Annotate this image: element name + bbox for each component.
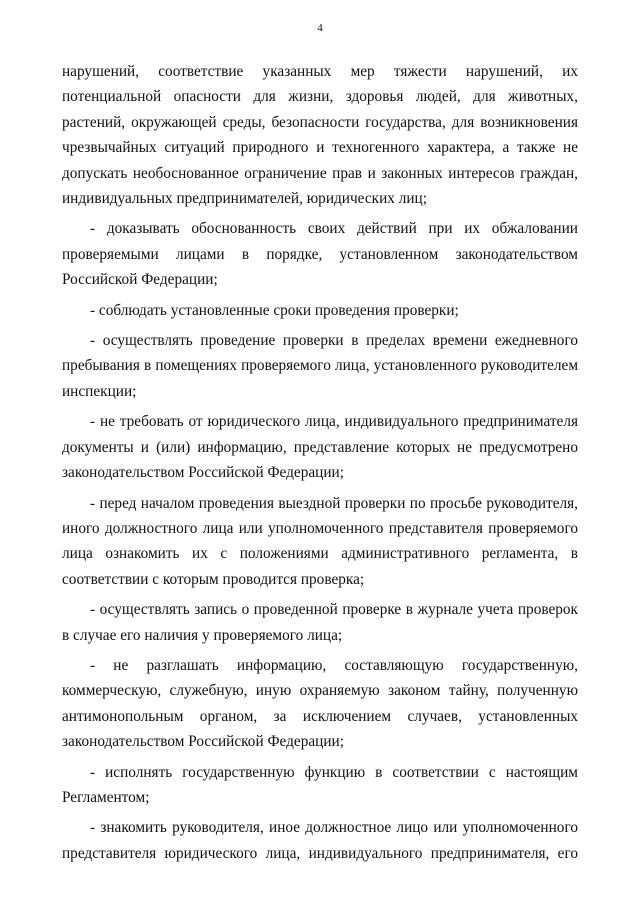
paragraph-violations: нарушений, соответствие указанных мер тяжести нарушений, их потенциальной опасности для жизни, здоровья людей, для животных, растений, окружающей среды, безопасности государства, для возникновения чрезвычайных ситуаций природного и техногенного характера, а также не допускать необоснованное ограничение прав и законных интересов граждан, индивидуальных предпринимателей, юридических лиц; (62, 63, 578, 208)
document-body (62, 59, 578, 871)
paragraph-state-function: - исполнять государственную функцию в соответствии с настоящим Регламентом; (62, 763, 578, 806)
paragraph-inspection-hours: - осуществлять проведение проверки в пределах времени ежедневного пребывания в помещениях проверяемого лица, установленного руководителем инспекции; (62, 332, 578, 400)
page-number: 4 (317, 22, 323, 34)
paragraph-confidentiality: - не разглашать информацию, составляющую государственную, коммерческую, служебную, иную охраняемую законом тайну, полученную антимонопольным органом, за исключением случаев, установленных законодательством Российской Федерации; (62, 656, 578, 751)
paragraph-familiarize-representative: - знакомить руководителя, иное должностное лицо или уполномоченного представителя юридического лица, индивидуального предпринимателя, его (62, 819, 578, 862)
paragraph-no-extra-documents: - не требовать от юридического лица, индивидуального предпринимателя документы и (или) информацию, представление которых не предусмотрено законодательством Российской Федерации; (62, 413, 578, 482)
paragraph-inspection-log: - осуществлять запись о проведенной проверке в журнале учета проверок в случае его наличия у проверяемого лица; (62, 601, 578, 644)
paragraph-justify-actions: - доказывать обоснованность своих действий при их обжаловании проверяемыми лицами в порядке, установленном законодательством Российской Федерации; (62, 220, 578, 289)
paragraph-regulation-familiarization: - перед началом проведения выездной проверки по просьбе руководителя, иного должностного лица или уполномоченного представителя проверяемого лица ознакомить их с положениями административного регламента, в соответствии с которым проводится проверка; (62, 494, 578, 588)
paragraph-inspection-terms: - соблюдать установленные сроки проведения проверки; (90, 301, 459, 319)
